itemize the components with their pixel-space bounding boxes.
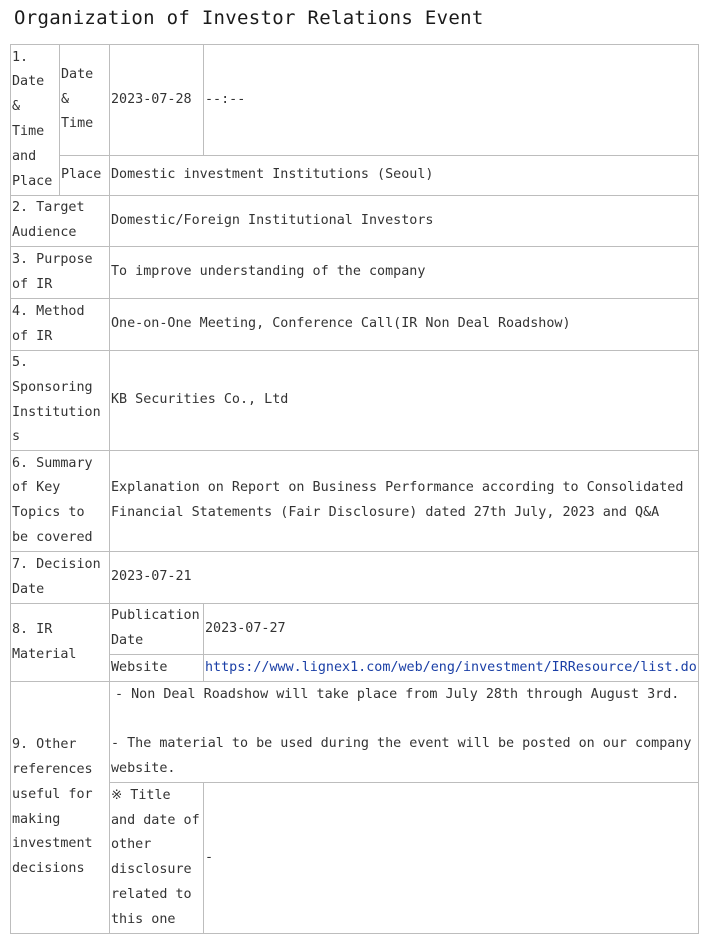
value-place: Domestic investment Institutions (Seoul) [110, 156, 699, 196]
row-purpose [11, 247, 699, 299]
website-link[interactable]: https://www.lignex1.com/web/eng/investment/IRResource/list.do [205, 659, 697, 675]
label-date-time: Date & Time [60, 45, 110, 156]
row-date-time [11, 45, 699, 156]
label-other-references: 9. Other references useful for making investment decisions [11, 682, 110, 934]
value-decision-date: 2023-07-21 [110, 552, 699, 604]
label-publication-date: Publication Date [110, 604, 204, 655]
label-purpose: 3. Purpose of IR [11, 247, 110, 299]
value-related-disclosure: - [204, 783, 699, 934]
label-target-audience: 2. Target Audience [11, 196, 110, 247]
label-website: Website [110, 655, 204, 682]
note-material-posting: - The material to be used during the event will be posted on our company website. [111, 736, 692, 776]
value-event-date: 2023-07-28 [110, 45, 204, 156]
value-sponsoring: KB Securities Co., Ltd [110, 351, 699, 451]
value-target-audience: Domestic/Foreign Institutional Investors [110, 196, 699, 247]
label-ir-material: 8. IR Material [11, 604, 110, 682]
label-summary: 6. Summary of Key Topics to be covered [11, 451, 110, 552]
row-place [11, 156, 699, 196]
note-roadshow-period: - Non Deal Roadshow will take place from July 28th through August 3rd. [115, 686, 680, 702]
value-summary: Explanation on Report on Business Performance according to Consolidated Financial Statements (Fair Disclosure) dated 27th July, 2023 and Q&A [110, 451, 699, 552]
value-publication-date: 2023-07-27 [204, 604, 699, 655]
row-method [11, 299, 699, 351]
row-summary [11, 451, 699, 552]
value-purpose: To improve understanding of the company [110, 247, 699, 299]
row-sponsoring [11, 351, 699, 451]
row-decision-date [11, 552, 699, 604]
row-related-disclosure [11, 783, 699, 934]
label-date-time-place: 1. Date & Time and Place [11, 45, 60, 196]
value-method: One-on-One Meeting, Conference Call(IR Non Deal Roadshow) [110, 299, 699, 351]
row-other-references [11, 682, 699, 783]
row-website [11, 655, 699, 682]
other-references-notes [110, 682, 699, 783]
value-event-time: --:-- [204, 45, 699, 156]
label-method: 4. Method of IR [11, 299, 110, 351]
disclosure-table [10, 44, 699, 934]
row-target-audience [11, 196, 699, 247]
label-sponsoring: 5. Sponsoring Institutions [11, 351, 110, 451]
page-title: Organization of Investor Relations Event [14, 7, 484, 29]
row-publication-date [11, 604, 699, 655]
label-related-disclosure: ※ Title and date of other disclosure related to this one [110, 783, 204, 934]
label-decision-date: 7. Decision Date [11, 552, 110, 604]
label-place: Place [60, 156, 110, 196]
